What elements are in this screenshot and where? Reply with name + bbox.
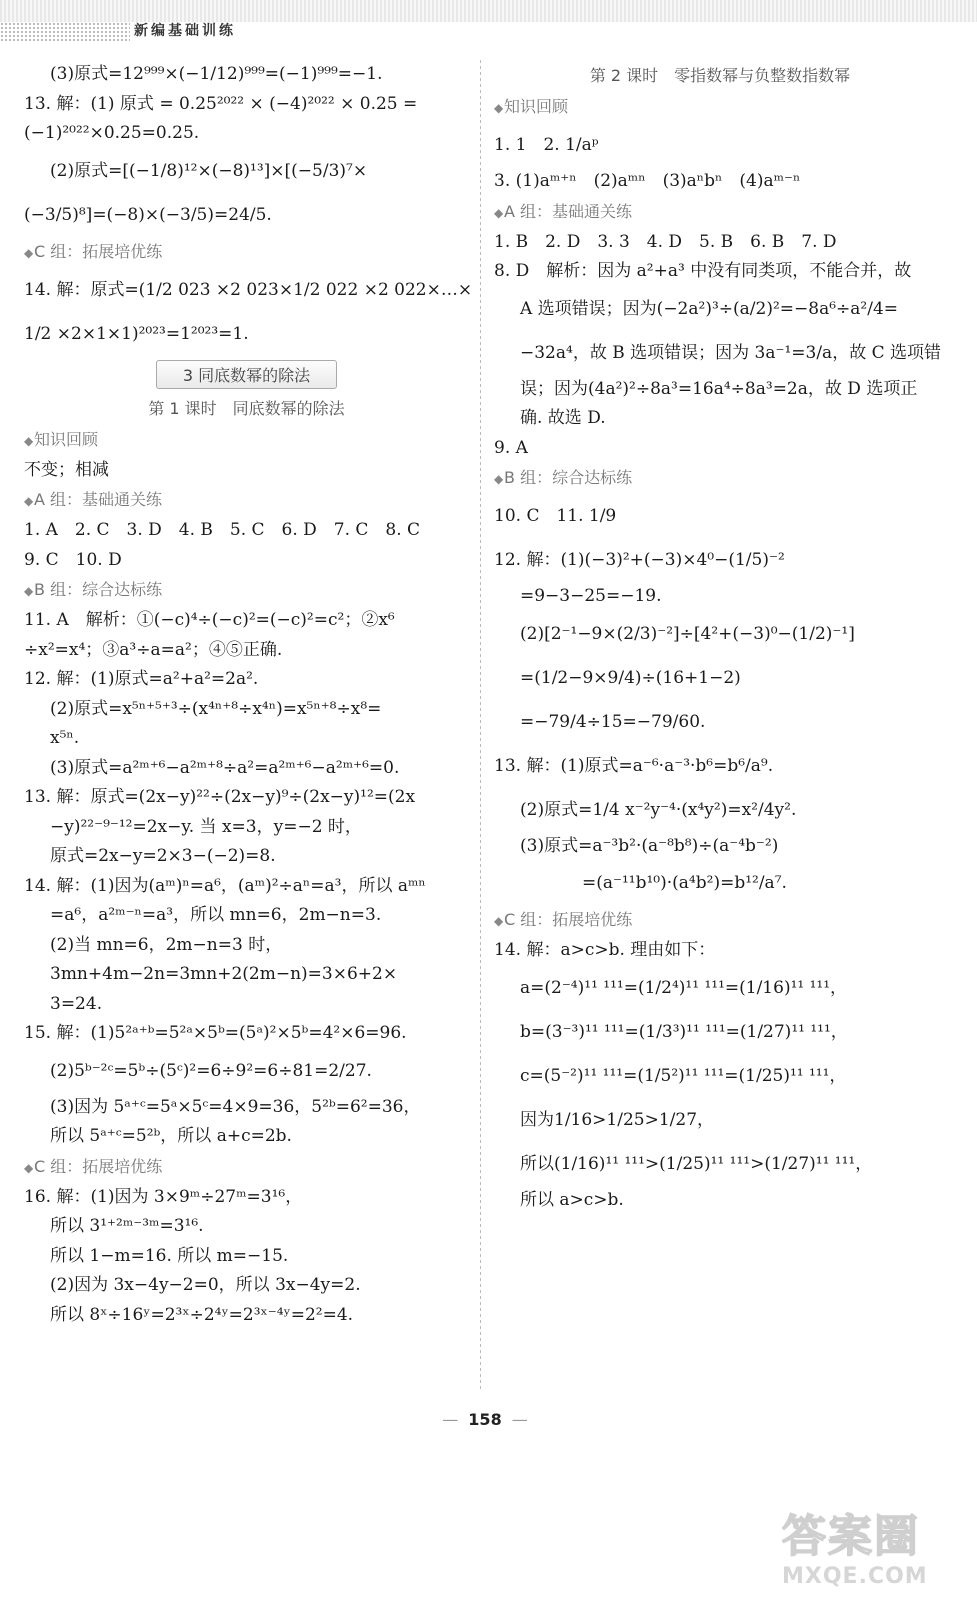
answer-line: (2)[2⁻¹−9×(2/3)⁻²]÷[4²+(−3)⁰−(1/2)⁻¹] <box>520 623 855 644</box>
section-heading <box>494 197 946 228</box>
answer-line: =(1/2−9×9/4)÷(16+1−2) <box>520 667 741 688</box>
answer-line: 13. 解：原式=(2x−y)²²÷(2x−y)⁹÷(2x−y)¹²=(2x <box>24 787 416 807</box>
answer-line: 所以 8ˣ÷16ʸ=2³ˣ÷2⁴ʸ=2³ˣ⁻⁴ʸ=2²=4. <box>50 1304 354 1325</box>
answer-line: (2)5ᵇ⁻²ᶜ=5ᵇ÷(5ᶜ)²=6÷9²=6÷81=2/27. <box>50 1060 372 1081</box>
answer-line: 16. 解：(1)因为 3×9ᵐ÷27ᵐ=3¹⁶， <box>24 1186 303 1207</box>
answer-line: 8. D 解析：因为 a²+a³ 中没有同类项，不能合并，故 <box>494 261 912 281</box>
page-number-dash-left: — <box>442 1410 459 1429</box>
diamond-icon: ◆ <box>494 101 504 115</box>
watermark-domain: MXQE.COM <box>782 1564 928 1589</box>
section-heading <box>24 1152 469 1183</box>
diamond-icon: ◆ <box>24 433 34 448</box>
answer-line: 1. B 2. D 3. 3 4. D 5. B 6. B 7. D <box>494 231 837 252</box>
answer-line: 不变；相减 <box>24 459 109 480</box>
answer-line: 1/2 ×2×1×1)²⁰²³=1²⁰²³=1. <box>24 323 249 344</box>
diamond-icon: ◆ <box>494 205 504 220</box>
diamond-icon: ◆ <box>24 245 34 260</box>
answer-line: (3)因为 5ᵃ⁺ᶜ=5ᵃ×5ᶜ=4×9=36，5²ᵇ=6²=36， <box>50 1096 421 1117</box>
answer-line: A 选项错误；因为(−2a²)³÷(a/2)²=−8a⁶÷a²/4= <box>520 298 899 319</box>
book-series-title: 新编基础训练 <box>134 23 236 39</box>
watermark-logo <box>782 1500 952 1590</box>
section-heading <box>494 905 946 936</box>
answer-line: (−3/5)⁸]=(−8)×(−3/5)=24/5. <box>24 204 272 225</box>
answer-line: 因为1/16>1/25>1/27， <box>520 1109 715 1130</box>
right-column <box>494 60 946 1215</box>
answer-line: 误；因为(4a²)²÷8a³=16a⁴÷8a³=2a，故 D 选项正 <box>520 378 918 399</box>
answer-line: (−1)²⁰²²×0.25=0.25. <box>24 123 200 143</box>
answer-line: =−79/4÷15=−79/60. <box>520 711 706 732</box>
answer-line: 确. 故选 D. <box>520 408 606 428</box>
answer-line: 所以 3¹⁺²ᵐ⁻³ᵐ=3¹⁶. <box>50 1216 204 1236</box>
answer-line: (2)因为 3x−4y−2=0，所以 3x−4y=2. <box>50 1275 361 1295</box>
section-heading-text: 知识回顾 <box>34 429 99 449</box>
watermark-brand: 答案圈 <box>782 1511 920 1562</box>
answer-line: (2)原式=[(−1/8)¹²×(−8)¹³]×[(−5/3)⁷× <box>50 160 368 181</box>
answer-line: 1. 1 2. 1/aᵖ <box>494 135 599 155</box>
left-column <box>24 60 473 1330</box>
answer-line: =(a⁻¹¹b¹⁰)·(a⁴b²)=b¹²/a⁷. <box>582 873 787 893</box>
page-number-value: 158 <box>468 1410 502 1429</box>
answer-line: −y)²²⁻⁹⁻¹²=2x−y. 当 x=3，y=−2 时， <box>50 816 362 837</box>
answer-line: 11. A 解析：①(−c)⁴÷(−c)²=(−c)²=c²；②x⁶ <box>24 610 395 630</box>
lesson-title: 第 2 课时 零指数幂与负整数指数幂 <box>589 66 851 85</box>
section-heading <box>494 463 946 494</box>
diamond-icon: ◆ <box>494 914 504 928</box>
diamond-icon: ◆ <box>24 1160 34 1175</box>
answer-line: 所以 1−m=16. 所以 m=−15. <box>50 1245 289 1266</box>
section-heading <box>24 237 469 268</box>
answer-line: 14. 解：(1)因为(aᵐ)ⁿ=a⁶，(aᵐ)²÷aⁿ=a³，所以 aᵐⁿ <box>24 875 426 896</box>
answer-line: 9. A <box>494 437 528 458</box>
chapter-banner <box>24 360 469 389</box>
diamond-icon: ◆ <box>24 584 34 598</box>
answer-line: 12. 解：(1)原式=a²+a²=2a². <box>24 669 259 689</box>
section-heading <box>24 575 469 606</box>
answer-line: (2)当 mn=6，2m−n=3 时， <box>50 934 283 955</box>
diamond-icon: ◆ <box>24 494 34 508</box>
answer-line: 14. 解：原式=(1/2 023 ×2 023×1/2 022 ×2 022×…× <box>24 279 473 300</box>
answer-line: 13. 解：(1) 原式 = 0.25²⁰²² × (−4)²⁰²² × 0.25 = <box>24 93 418 114</box>
section-heading <box>24 425 469 456</box>
chapter-banner-title: 3 同底数幂的除法 <box>156 360 337 389</box>
answer-line: 10. C 11. 1/9 <box>494 506 617 526</box>
column-divider <box>480 60 481 1390</box>
answer-line: −32a⁴，故 B 选项错误；因为 3a⁻¹=3/a，故 C 选项错 <box>520 342 942 363</box>
answer-line: x⁵ⁿ. <box>50 728 80 748</box>
page-header <box>0 0 977 44</box>
page-number <box>430 1410 540 1429</box>
diamond-icon: ◆ <box>494 472 504 486</box>
section-heading <box>494 92 946 123</box>
lesson-title: 第 1 课时 同底数幂的除法 <box>148 398 345 418</box>
answer-line: 原式=2x−y=2×3−(−2)=8. <box>50 846 276 866</box>
answer-line: 所以 5ᵃ⁺ᶜ=5²ᵇ，所以 a+c=2b. <box>50 1126 292 1146</box>
answer-line: b=(3⁻³)¹¹ ¹¹¹=(1/3³)¹¹ ¹¹¹=(1/27)¹¹ ¹¹¹， <box>520 1021 848 1042</box>
section-heading-text: A 组：基础通关练 <box>34 490 163 509</box>
section-heading <box>24 485 469 516</box>
answer-line: ÷x²=x⁴；③a³÷a=a²；④⑤正确. <box>24 639 283 660</box>
answer-line: 1. A 2. C 3. D 4. B 5. C 6. D 7. C 8. C <box>24 520 421 540</box>
answer-line: 所以(1/16)¹¹ ¹¹¹>(1/25)¹¹ ¹¹¹>(1/27)¹¹ ¹¹¹， <box>520 1153 873 1174</box>
answer-line: 13. 解：(1)原式=a⁻⁶·a⁻³·b⁶=b⁶/a⁹. <box>494 755 774 776</box>
answer-line: 所以 a>c>b. <box>520 1189 624 1210</box>
section-heading-text: C 组：拓展培优练 <box>34 241 163 261</box>
answer-line: (3)原式=12⁹⁹⁹×(−1/12)⁹⁹⁹=(−1)⁹⁹⁹=−1. <box>50 64 383 84</box>
header-dot-pattern <box>0 22 130 42</box>
answer-line: c=(5⁻²)¹¹ ¹¹¹=(1/5²)¹¹ ¹¹¹=(1/25)¹¹ ¹¹¹， <box>520 1065 847 1086</box>
header-band <box>0 0 977 22</box>
answer-line: =a⁶，a²ᵐ⁻ⁿ=a³，所以 mn=6，2m−n=3. <box>50 905 382 925</box>
section-heading-text: B 组：综合达标练 <box>34 580 163 599</box>
section-heading-text: A 组：基础通关练 <box>504 201 633 221</box>
answer-line: 14. 解：a>c>b. 理由如下： <box>494 940 716 960</box>
section-heading-text: B 组：综合达标练 <box>504 468 633 487</box>
answer-line: (3)原式=a⁻³b²·(a⁻⁸b⁸)÷(a⁻⁴b⁻²) <box>520 835 779 856</box>
answer-line: (2)原式=1/4 x⁻²y⁻⁴·(x⁴y²)=x²/4y². <box>520 799 797 820</box>
answer-line: (2)原式=x⁵ⁿ⁺⁵⁺³÷(x⁴ⁿ⁺⁸÷x⁴ⁿ)=x⁵ⁿ⁺⁸÷x⁸= <box>50 698 382 719</box>
answer-line: 3=24. <box>50 993 103 1014</box>
answer-line: (3)原式=a²ᵐ⁺⁶−a²ᵐ⁺⁸÷a²=a²ᵐ⁺⁶−a²ᵐ⁺⁶=0. <box>50 757 400 778</box>
answer-line: =9−3−25=−19. <box>520 586 662 606</box>
answer-line: 3. (1)aᵐ⁺ⁿ (2)aᵐⁿ (3)aⁿbⁿ (4)aᵐ⁻ⁿ <box>494 171 801 191</box>
answer-line: 9. C 10. D <box>24 549 122 570</box>
section-heading-text: 知识回顾 <box>504 97 569 116</box>
answer-line: 12. 解：(1)(−3)²+(−3)×4⁰−(1/5)⁻² <box>494 550 785 570</box>
section-heading-text: C 组：拓展培优练 <box>504 910 633 929</box>
answer-line: a=(2⁻⁴)¹¹ ¹¹¹=(1/2⁴)¹¹ ¹¹¹=(1/16)¹¹ ¹¹¹， <box>520 977 848 998</box>
answer-line: 3mn+4m−2n=3mn+2(2m−n)=3×6+2× <box>50 964 398 984</box>
page-number-dash-right: — <box>511 1410 528 1429</box>
section-heading-text: C 组：拓展培优练 <box>34 1156 163 1176</box>
answer-line: 15. 解：(1)5²ᵃ⁺ᵇ=5²ᵃ×5ᵇ=(5ᵃ)²×5ᵇ=4²×6=96. <box>24 1023 407 1043</box>
